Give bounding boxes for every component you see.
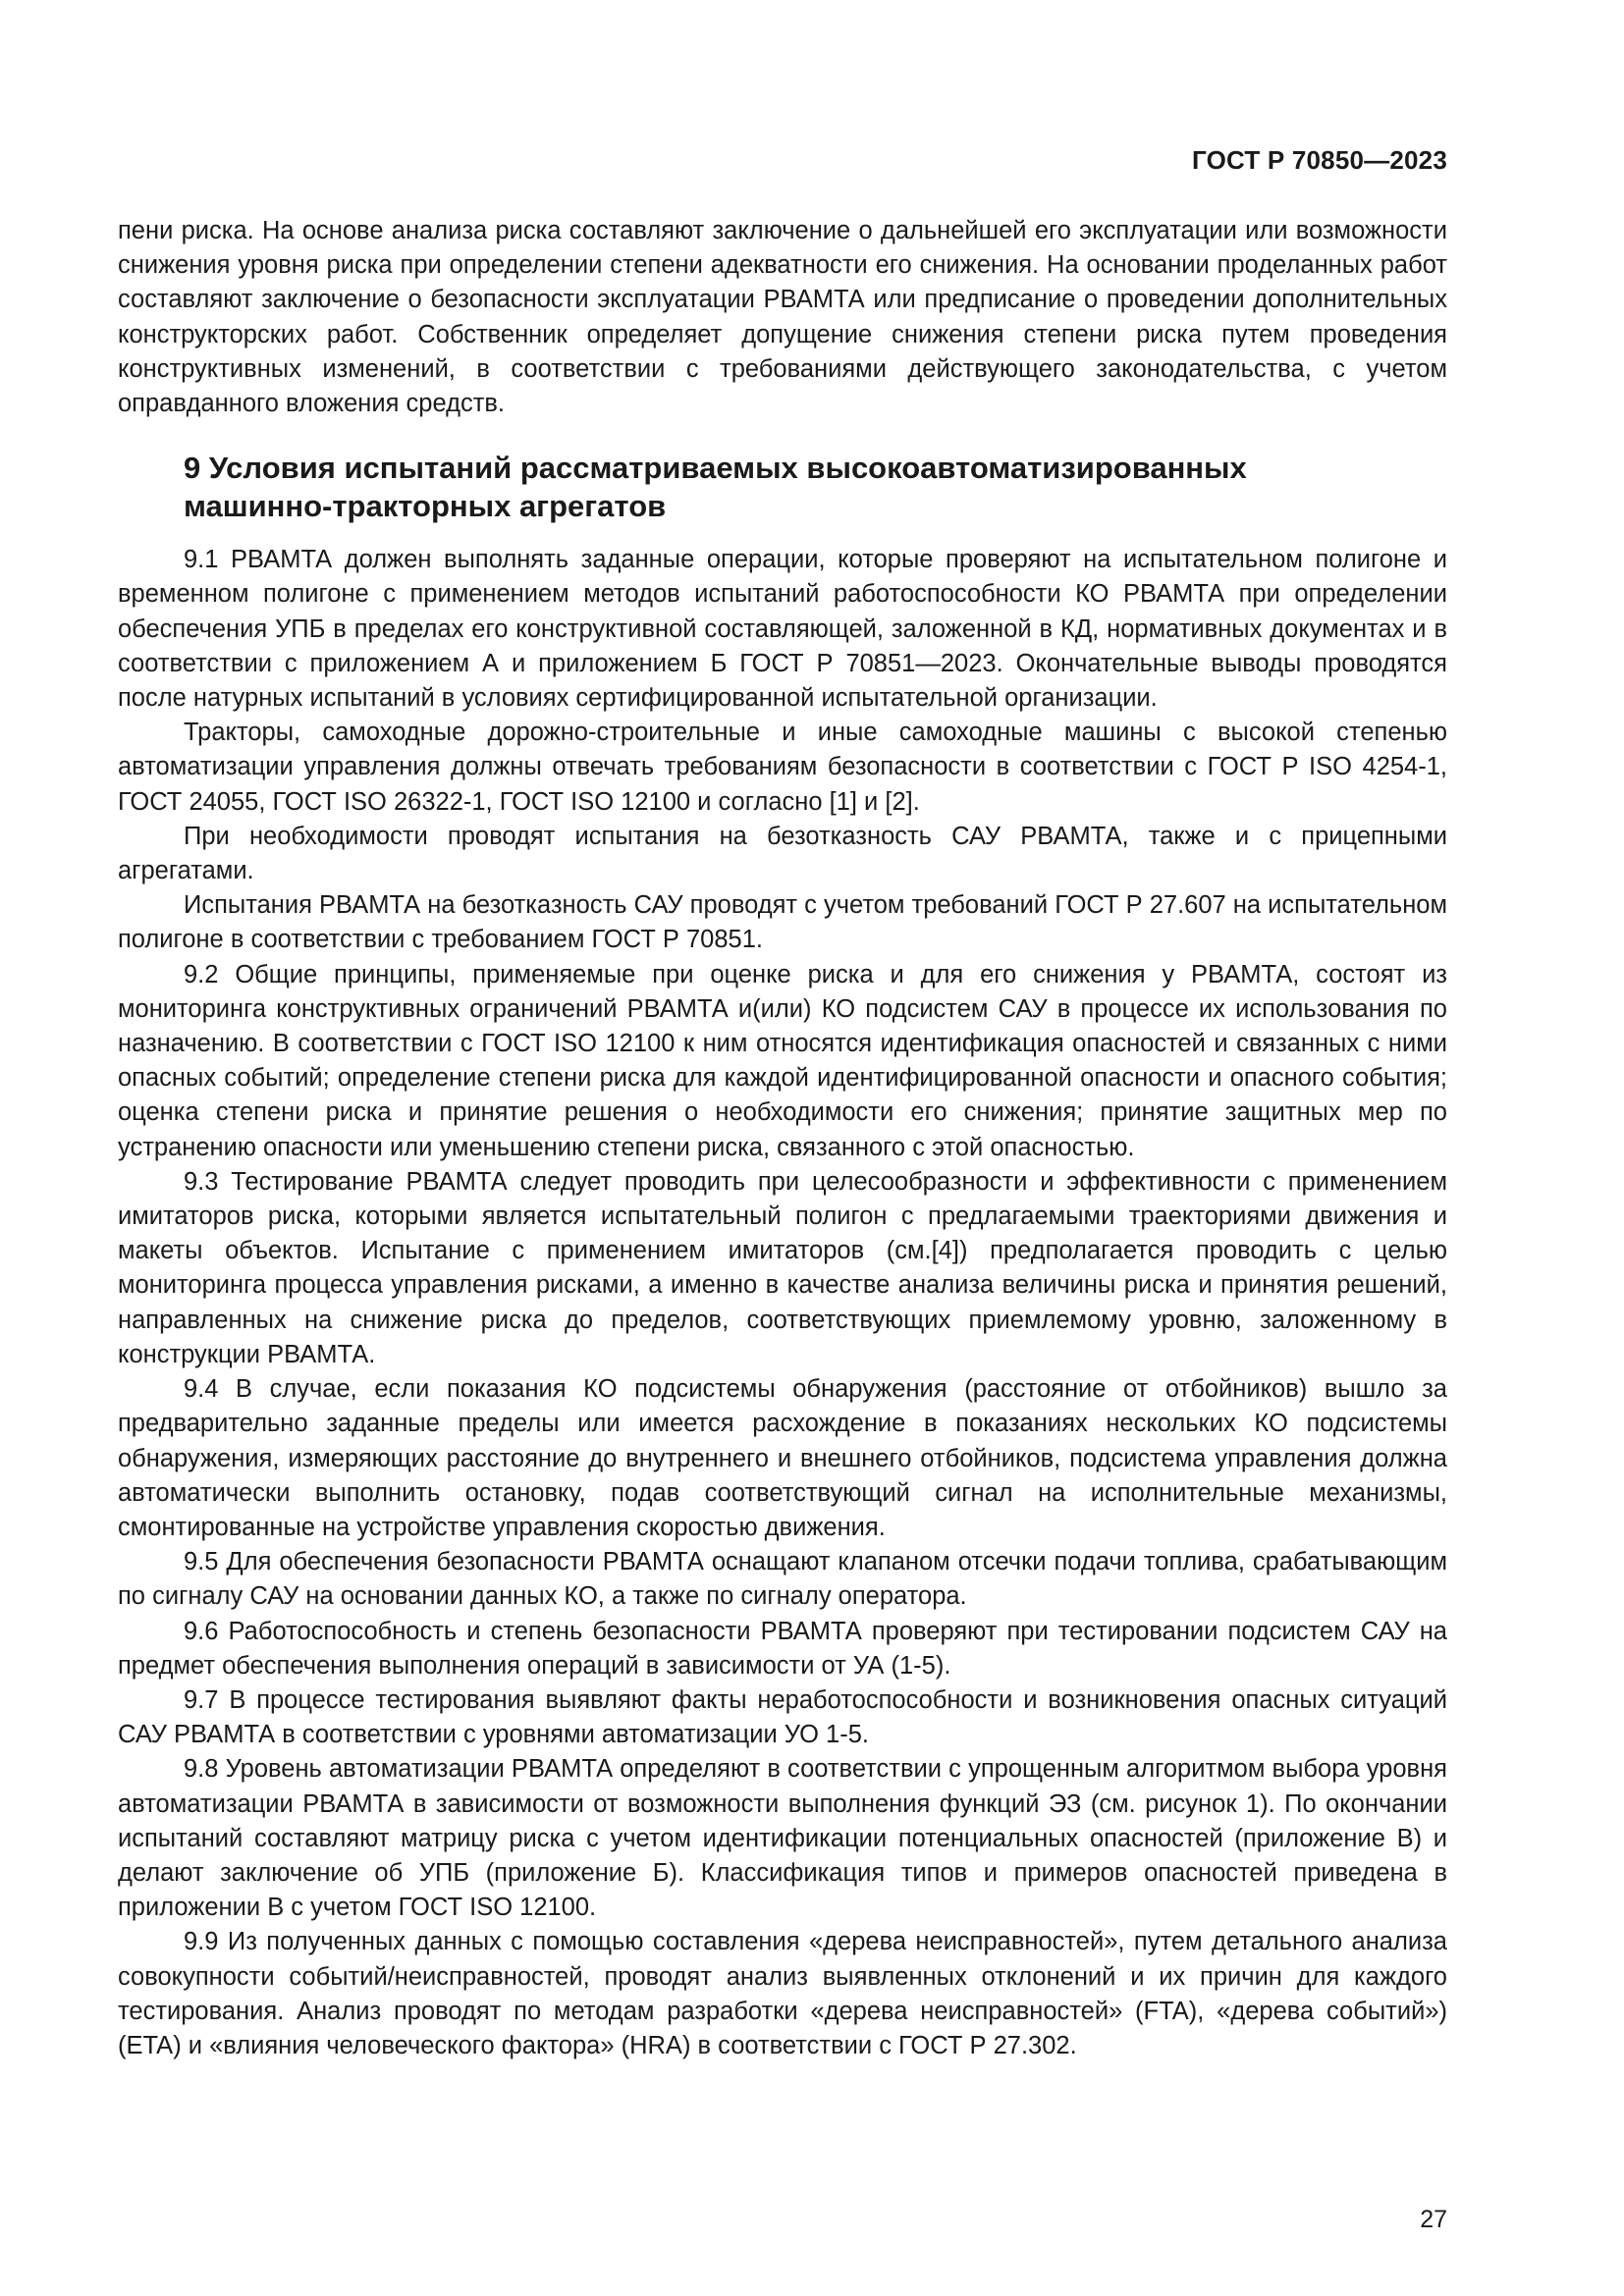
paragraph-9-9: 9.9 Из полученных данных с помощью составления «дерева неисправностей», путем детального анализа совокупности событий/неисправностей, проводят анализ выявленных отклонений и их причин для каждого тестирования. Анализ проводят по методам разработки «дерева неисправностей» (FTA), «дерева событий») (ETA) и «влияния человеческого фактора» (HRA) в соответствии с ГОСТ Р 27.302. bbox=[118, 1928, 1447, 2059]
paragraph-9-8: 9.8 Уровень автоматизации РВАМТА определяют в соответствии с упрощенным алгоритмом выбора уровня автоматизации РВАМТА в зависимости от возможности выполнения функций ЭЗ (см. рисунок 1). По окончании испытаний составляют матрицу риска с учетом идентификации потенциальных опасностей (приложение В) и делают заключение об УПБ (приложение Б). Классификация типов и примеров опасностей приведена в приложении В с учетом ГОСТ ISO 12100. bbox=[118, 1755, 1447, 1922]
document-body bbox=[118, 214, 1447, 2063]
standard-designation: ГОСТ Р 70850—2023 bbox=[1192, 145, 1447, 175]
paragraph-9-5: 9.5 Для обеспечения безопасности РВАМТА оснащают клапаном отсечки подачи топлива, срабатывающим по сигналу САУ на основании данных КО, а также по сигналу оператора. bbox=[118, 1548, 1447, 1611]
paragraph-test-conditions: Испытания РВАМТА на безотказность САУ проводят с учетом требований ГОСТ Р 27.607 на испытательном полигоне в соответствии с требованием ГОСТ Р 70851. bbox=[118, 891, 1447, 954]
paragraph-9-1: 9.1 РВАМТА должен выполнять заданные операции, которые проверяют на испытательном полигоне и временном полигоне с применением методов испытаний работоспособности КО РВАМТА при определении обеспечения УПБ в пределах его конструктивной составляющей, заложенной в КД, нормативных документах и в соответствии с приложением А и приложением Б ГОСТ Р 70851—2023. Окончательные выводы проводятся после натурных испытаний в условиях сертифицированной испытательной организации. bbox=[118, 546, 1447, 713]
section-heading-line-2: машинно-тракторных агрегатов bbox=[184, 489, 667, 524]
section-heading bbox=[118, 449, 1447, 525]
page-number: 27 bbox=[1420, 2206, 1447, 2233]
paragraph-reliability-tests: При необходимости проводят испытания на безотказность САУ РВАМТА, также и с прицепными агрегатами. bbox=[118, 822, 1447, 885]
intro-paragraph: пени риска. На основе анализа риска составляют заключение о дальнейшей его эксплуатации или возможности снижения уровня риска при определении степени адекватности его снижения. На основании проделанных работ составляют заключение о безопасности эксплуатации РВАМТА или предписание о проведении дополнительных конструкторских работ. Собственник определяет допущение снижения степени риска путем проведения конструктивных изменений, в соответствии с требованиями действующего законодательства, с учетом оправданного вложения средств. bbox=[118, 217, 1447, 418]
paragraph-9-7: 9.7 В процессе тестирования выявляют факты неработоспособности и возникновения опасных ситуаций САУ РВАМТА в соответствии с уровнями автоматизации УО 1-5. bbox=[118, 1685, 1447, 1749]
paragraph-tractors: Тракторы, самоходные дорожно-строительные и иные самоходные машины с высокой степенью автоматизации управления должны отвечать требованиям безопасности в соответствии с ГОСТ Р ISO 4254-1, ГОСТ 24055, ГОСТ ISO 26322-1, ГОСТ ISO 12100 и согласно [1] и [2]. bbox=[118, 719, 1447, 816]
section-heading-line-1: 9 Условия испытаний рассматриваемых высокоавтоматизированных bbox=[184, 451, 1247, 486]
paragraph-9-3: 9.3 Тестирование РВАМТА следует проводить при целесообразности и эффективности с применением имитаторов риска, которыми является испытательный полигон с предлагаемыми траекториями движения и макеты объектов. Испытание с применением имитаторов (см.[4]) предполагается проводить с целью мониторинга процесса управления рисками, а именно в качестве анализа величины риска и принятия решений, направленных на снижение риска до пределов, соответствующих приемлемому уровню, заложенному в конструкции РВАМТА. bbox=[118, 1167, 1447, 1368]
paragraph-9-2: 9.2 Общие принципы, применяемые при оценке риска и для его снижения у РВАМТА, состоят из мониторинга конструктивных ограничений РВАМТА и(или) КО подсистем САУ в процессе их использования по назначению. В соответствии с ГОСТ ISO 12100 к ним относятся идентификация опасностей и связанных с ними опасных событий; определение степени риска для каждой идентифицированной опасности и опасного события; оценка степени риска и принятие решения о необходимости его снижения; принятие защитных мер по устранению опасности или уменьшению степени риска, связанного с этой опасностью. bbox=[118, 960, 1447, 1161]
paragraph-9-4: 9.4 В случае, если показания КО подсистемы обнаружения (расстояние от отбойников) вышло за предварительно заданные пределы или имеется расхождение в показаниях нескольких КО подсистемы обнаружения, измеряющих расстояние до внутреннего и внешнего отбойников, подсистема управления должна автоматически выполнить остановку, подав соответствующий сигнал на исполнительные механизмы, смонтированные на устройстве управления скоростью движения. bbox=[118, 1375, 1447, 1541]
paragraph-9-6: 9.6 Работоспособность и степень безопасности РВАМТА проверяют при тестировании подсистем САУ на предмет обеспечения выполнения операций в зависимости от УА (1-5). bbox=[118, 1617, 1447, 1680]
